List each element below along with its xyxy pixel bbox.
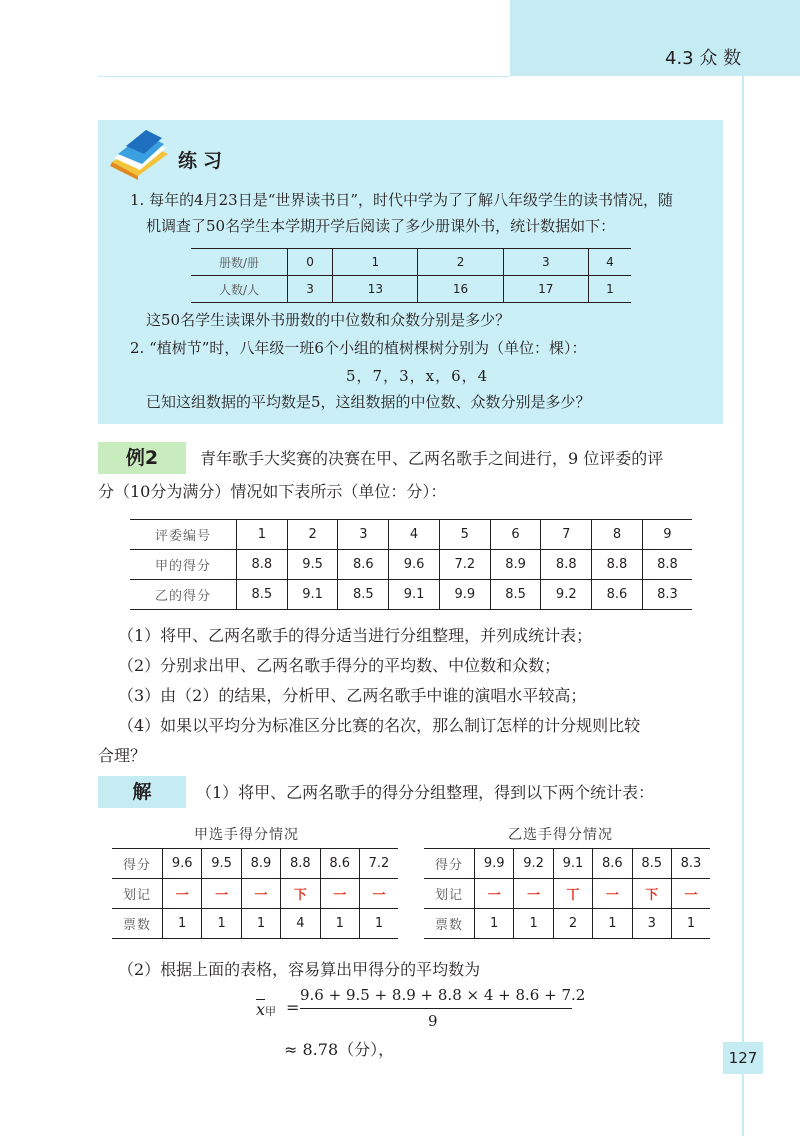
- mean-subscript: 甲: [265, 1005, 277, 1018]
- table-cell: 1: [237, 520, 288, 550]
- table-cell: 9.1: [553, 849, 592, 879]
- table-row: [130, 520, 692, 550]
- mean-x: $\overline{x}$: [256, 1000, 266, 1019]
- row-header: 划记: [112, 879, 163, 909]
- table-cell: 9.5: [202, 849, 241, 879]
- table-cell: 一: [241, 879, 280, 909]
- table-row: [112, 879, 398, 909]
- table-cell: 8.3: [671, 849, 710, 879]
- table-cell: 6: [490, 520, 541, 550]
- table-cell: 8.8: [592, 550, 643, 580]
- example-q1: （1）将甲、乙两名歌手的得分适当进行分组整理，并列成统计表；: [118, 626, 593, 645]
- row-header: 得分: [122, 858, 151, 873]
- row-header: 乙的得分: [130, 580, 237, 610]
- table-cell: 4: [588, 249, 631, 276]
- q2-data: 5，7，3，x，6，4: [346, 367, 489, 385]
- example-q4-line1: （4）如果以平均分为标准区分比赛的名次，那么制订怎样的计分规则比较: [118, 716, 641, 735]
- table-cell: 1: [514, 909, 553, 939]
- table-cell: 9.6: [389, 550, 440, 580]
- table-cell: 3: [288, 276, 333, 303]
- table-cell: 一: [163, 879, 202, 909]
- row-header: 人数/人: [191, 276, 288, 303]
- practice-title: 练习: [178, 150, 229, 172]
- table-cell: 3: [632, 909, 671, 939]
- formula-numerator: 9.6 + 9.5 + 8.9 + 8.8 × 4 + 8.6 + 7.2: [300, 986, 586, 1004]
- example-label: 例2: [98, 442, 186, 474]
- table-cell: 9.9: [439, 580, 490, 610]
- table-cell: 8.8: [237, 550, 288, 580]
- row-header: 划记: [424, 879, 475, 909]
- table-cell: 一: [320, 879, 359, 909]
- table-cell: 9.1: [287, 580, 338, 610]
- formula-approx: ≈ 8.78（分），: [284, 1040, 395, 1059]
- q1-line2: 机调查了50名学生本学期开学后阅读了多少册课外书，统计数据如下：: [146, 217, 616, 235]
- table-cell: 8.3: [642, 580, 692, 610]
- table-cell: 一: [475, 879, 514, 909]
- solution-step2: （2）根据上面的表格，容易算出甲得分的平均数为: [118, 960, 481, 979]
- table-cell: 2: [287, 520, 338, 550]
- page-number: 127: [723, 1042, 763, 1074]
- books-table: [191, 248, 631, 303]
- table-cell: 7: [541, 520, 592, 550]
- table-cell: 2: [418, 249, 503, 276]
- table-cell: 3: [338, 520, 389, 550]
- table-cell: 下: [632, 879, 671, 909]
- table-cell: 3: [503, 249, 588, 276]
- formula-denominator: 9: [428, 1012, 438, 1030]
- header-band: [510, 0, 800, 76]
- table-row: [191, 249, 631, 276]
- table-cell: 16: [418, 276, 503, 303]
- table-cell: 9.2: [541, 580, 592, 610]
- table-cell: 9.6: [163, 849, 202, 879]
- table-cell: 8: [592, 520, 643, 550]
- table-cell: 8.5: [237, 580, 288, 610]
- header-rule: [98, 76, 510, 77]
- table-cell: 1: [333, 249, 418, 276]
- table-cell: 0: [288, 249, 333, 276]
- table-row: [112, 849, 398, 879]
- table-cell: 一: [514, 879, 553, 909]
- row-header: 票数: [112, 909, 163, 939]
- table-cell: 1: [202, 909, 241, 939]
- q1-question: 这50名学生读课外书册数的中位数和众数分别是多少？: [146, 311, 511, 329]
- table-cell: 9.1: [389, 580, 440, 610]
- table-cell: 2: [553, 909, 592, 939]
- solution-label: 解: [98, 776, 186, 808]
- table-row: [424, 909, 710, 939]
- table-cell: 8.8: [281, 849, 320, 879]
- table-cell: 1: [163, 909, 202, 939]
- row-header: 票数: [424, 909, 475, 939]
- table-cell: 4: [281, 909, 320, 939]
- example-line2: 分（10分为满分）情况如下表所示（单位：分）：: [98, 482, 447, 501]
- table-cell: 一: [671, 879, 710, 909]
- table-cell: 8.6: [338, 550, 389, 580]
- table-cell: 1: [588, 276, 631, 303]
- table-cell: 9.5: [287, 550, 338, 580]
- table-cell: 8.6: [320, 849, 359, 879]
- table-b-title: 乙选手得分情况: [508, 827, 613, 843]
- table-cell: 8.9: [241, 849, 280, 879]
- table-cell: 8.6: [592, 580, 643, 610]
- table-cell: 下: [281, 879, 320, 909]
- table-cell: 一: [359, 879, 398, 909]
- book-icon: [104, 124, 174, 184]
- table-cell: 1: [593, 909, 632, 939]
- table-cell: 13: [333, 276, 418, 303]
- table-row: [424, 879, 710, 909]
- table-row: [130, 580, 692, 610]
- table-cell: 7.2: [439, 550, 490, 580]
- table-cell: 8.5: [338, 580, 389, 610]
- example-line1: 青年歌手大奖赛的决赛在甲、乙两名歌手之间进行，9 位评委的评: [200, 449, 664, 468]
- solution-step1: （1）将甲、乙两名歌手的得分分组整理，得到以下两个统计表：: [196, 783, 655, 802]
- mean-symbol: [256, 1000, 276, 1019]
- row-header: 得分: [434, 858, 463, 873]
- side-rule: [742, 76, 744, 1136]
- table-cell: 1: [320, 909, 359, 939]
- table-cell: 8.9: [490, 550, 541, 580]
- row-header: 甲的得分: [130, 550, 237, 580]
- scores-table: [130, 519, 692, 610]
- table-cell: 9.2: [514, 849, 553, 879]
- table-cell: 7.2: [359, 849, 398, 879]
- example-q3: （3）由（2）的结果，分析甲、乙两名歌手中谁的演唱水平较高；: [118, 686, 587, 705]
- table-cell: 17: [503, 276, 588, 303]
- table-b: [424, 848, 710, 939]
- section-title: 4.3 众 数: [665, 48, 742, 69]
- q2-question: 已知这组数据的平均数是5，这组数据的中位数、众数分别是多少？: [146, 393, 591, 411]
- fraction-bar: [300, 1008, 572, 1009]
- table-cell: 9: [642, 520, 692, 550]
- table-cell: 1: [241, 909, 280, 939]
- example-q2: （2）分别求出甲、乙两名歌手得分的平均数、中位数和众数；: [118, 656, 561, 675]
- table-row: [191, 276, 631, 303]
- table-cell: 5: [439, 520, 490, 550]
- table-cell: 8.5: [632, 849, 671, 879]
- row-header: 册数/册: [218, 255, 260, 270]
- table-cell: 8.8: [642, 550, 692, 580]
- q2-line1: 2. “植树节”时，八年级一班6个小组的植树棵树分别为（单位：棵）：: [130, 339, 587, 357]
- table-row: [112, 909, 398, 939]
- table-cell: 8.5: [490, 580, 541, 610]
- table-cell: 1: [671, 909, 710, 939]
- row-header: 评委编号: [154, 529, 211, 544]
- table-cell: 8.8: [541, 550, 592, 580]
- table-a: [112, 848, 398, 939]
- table-row: [130, 550, 692, 580]
- q1-line1: 1. 每年的4月23日是“世界读书日”，时代中学为了了解八年级学生的读书情况，随: [130, 191, 674, 209]
- table-cell: 一: [202, 879, 241, 909]
- table-cell: 4: [389, 520, 440, 550]
- table-cell: 9.9: [475, 849, 514, 879]
- table-cell: 8.6: [593, 849, 632, 879]
- table-cell: 1: [475, 909, 514, 939]
- table-row: [424, 849, 710, 879]
- table-cell: 一: [593, 879, 632, 909]
- example-q4-line2: 合理？: [98, 746, 147, 765]
- formula-equals: =: [286, 998, 300, 1017]
- table-a-title: 甲选手得分情况: [194, 827, 299, 843]
- table-cell: 1: [359, 909, 398, 939]
- table-cell: 丅: [553, 879, 592, 909]
